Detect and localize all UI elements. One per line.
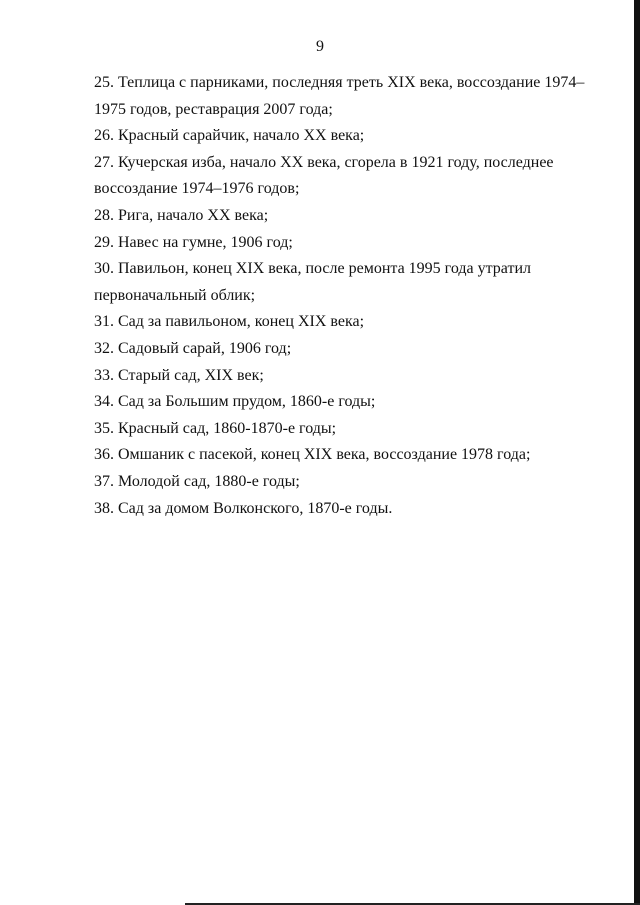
list-item: 37. Молодой сад, 1880-е годы; — [94, 472, 300, 490]
list-item: 34. Сад за Большим прудом, 1860-е годы; — [94, 393, 376, 411]
list-item: 27. Кучерская изба, начало XX века, сгорела в 1921 году, последнее воссоздание 1974–1976 годов; — [94, 153, 554, 198]
list-item: 36. Омшаник с пасекой, конец XIX века, воссоздание 1978 года; — [94, 446, 531, 464]
list-item: 35. Красный сад, 1860-1870-е годы; — [94, 419, 337, 437]
list-item: 25. Теплица с парниками, последняя треть XIX века, воссоздание 1974–1975 годов, реставрация 2007 года; — [94, 74, 585, 118]
list-item: 33. Старый сад, XIX век; — [94, 366, 264, 384]
list-item: 38. Сад за домом Волконского, 1870-е годы. — [94, 499, 393, 517]
list-item: 29. Навес на гумне, 1906 год; — [94, 233, 293, 251]
list-item: 32. Садовый сарай, 1906 год; — [94, 339, 292, 357]
scan-edge-right — [634, 0, 640, 905]
list-item: 28. Рига, начало XX века; — [94, 206, 269, 224]
list-item: 26. Красный сарайчик, начало XX века; — [94, 127, 365, 145]
list-item: 31. Сад за павильоном, конец XIX века; — [94, 313, 365, 331]
list-item: 30. Павильон, конец XIX века, после ремонта 1995 года утратил первоначальный облик; — [94, 260, 532, 304]
object-list — [94, 70, 594, 522]
page-number: 9 — [316, 38, 324, 55]
